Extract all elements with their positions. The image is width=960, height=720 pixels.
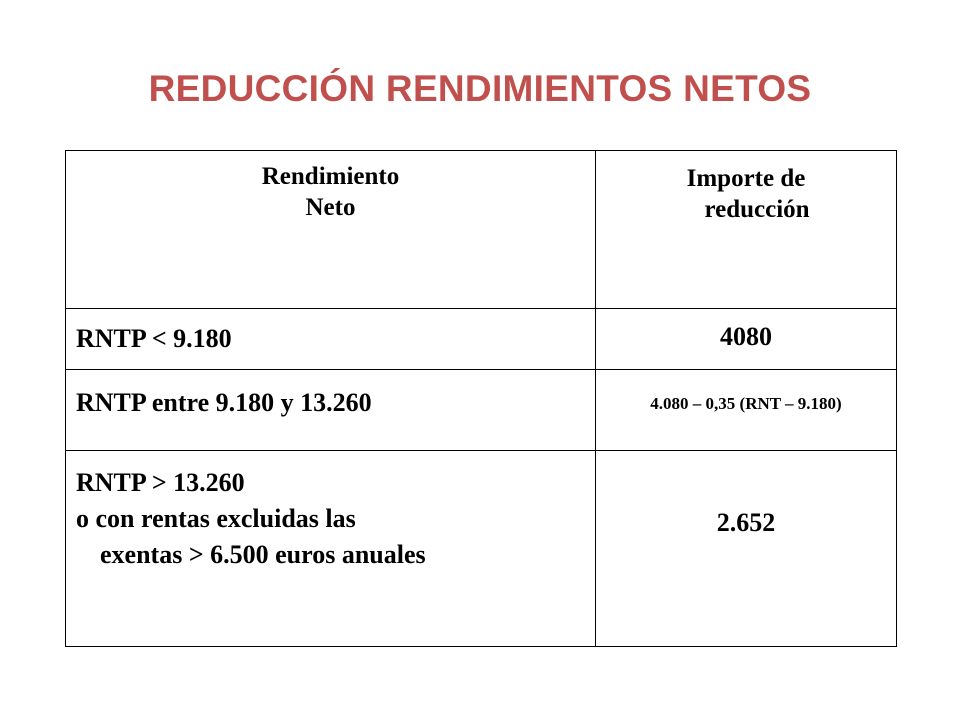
- table-header-row: [66, 151, 897, 309]
- amount-cell: [596, 309, 897, 370]
- header-rendimiento-neto: [66, 151, 596, 309]
- condition-text: o con rentas excluidas las: [76, 504, 356, 533]
- amount-text: 2.652: [716, 508, 776, 537]
- condition-text: RNTP entre 9.180 y 13.260: [76, 388, 372, 417]
- condition-cell: [66, 451, 596, 647]
- condition-text: exentas > 6.500 euros anuales: [100, 540, 426, 569]
- slide-title: REDUCCIÓN RENDIMIENTOS NETOS: [148, 68, 812, 109]
- table-row: [66, 370, 897, 451]
- amount-formula: 4.080 – 0,35 (RNT – 9.180): [650, 394, 842, 413]
- amount-text: 4080: [720, 322, 772, 351]
- header-col2-line1: Importe de: [686, 165, 806, 192]
- header-col2-line2: reducción: [704, 196, 810, 223]
- amount-cell: [596, 451, 897, 647]
- table-row: [66, 451, 897, 647]
- header-col1-line2: Neto: [305, 194, 356, 221]
- condition-cell: [66, 309, 596, 370]
- table-row: [66, 309, 897, 370]
- condition-cell: [66, 370, 596, 451]
- header-importe-reduccion: [596, 151, 897, 309]
- reduction-table: [65, 150, 897, 647]
- condition-text: RNTP > 13.260: [76, 468, 245, 497]
- header-col1-line1: Rendimiento: [261, 163, 400, 190]
- amount-cell: [596, 370, 897, 451]
- condition-text: RNTP < 9.180: [76, 324, 232, 353]
